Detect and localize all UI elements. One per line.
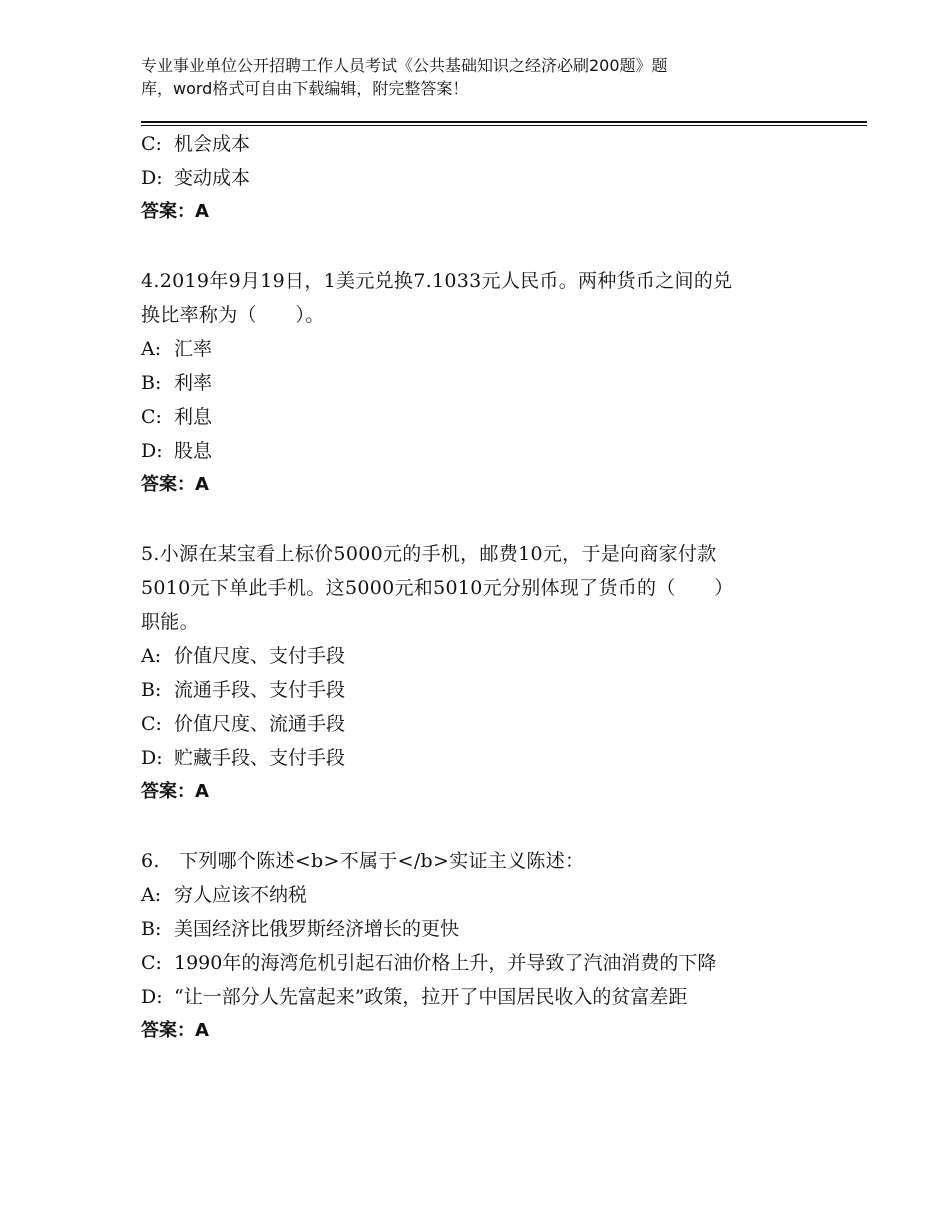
option-text: 变动成本	[174, 167, 251, 189]
option-b	[141, 366, 831, 400]
option-key: B:	[141, 679, 162, 701]
question-3-tail	[141, 127, 831, 229]
option-a	[141, 639, 831, 673]
option-text: 流通手段、支付手段	[174, 679, 346, 701]
option-key: D:	[141, 440, 163, 462]
option-key: C:	[141, 406, 162, 428]
header-rule-thick	[141, 121, 867, 123]
option-c	[141, 127, 831, 161]
option-key: A:	[141, 884, 162, 906]
option-a	[141, 878, 831, 912]
option-text: 利息	[174, 406, 213, 428]
question-4	[141, 264, 831, 502]
option-c	[141, 707, 831, 741]
page-header	[141, 54, 781, 100]
spacer	[141, 809, 831, 844]
option-key: D:	[141, 986, 163, 1008]
option-text: 股息	[174, 440, 213, 462]
option-c	[141, 400, 831, 434]
header-title-line-1: 专业事业单位公开招聘工作人员考试《公共基础知识之经济必刷200题》题	[141, 56, 668, 75]
option-text: 利率	[174, 372, 213, 394]
option-text: 机会成本	[174, 133, 251, 155]
question-stem-line: 4.2019年9月19日，1美元兑换7.1033元人民币。两种货币之间的兑	[141, 270, 733, 292]
option-d	[141, 434, 831, 468]
spacer	[141, 502, 831, 537]
question-6	[141, 844, 831, 1048]
option-text: “让一部分人先富起来”政策，拉开了中国居民收入的贫富差距	[174, 986, 688, 1008]
option-b	[141, 673, 831, 707]
option-text: 汇率	[174, 338, 213, 360]
option-text: 1990年的海湾危机引起石油价格上升，并导致了汽油消费的下降	[174, 952, 717, 974]
option-text: 价值尺度、流通手段	[174, 713, 346, 735]
option-text: 价值尺度、支付手段	[174, 645, 346, 667]
option-d	[141, 161, 831, 195]
option-key: C:	[141, 952, 162, 974]
question-stem-line: 5010元下单此手机。这5000元和5010元分别体现了货币的（ ）	[141, 577, 734, 599]
option-key: D:	[141, 747, 163, 769]
option-text: 贮藏手段、支付手段	[174, 747, 346, 769]
header-rule-thin	[141, 125, 867, 126]
question-content	[141, 127, 831, 1048]
option-key: A:	[141, 645, 162, 667]
option-text: 穷人应该不纳税	[174, 884, 308, 906]
answer-line: 答案：A	[141, 781, 209, 802]
option-key: C:	[141, 713, 162, 735]
header-title-line-2: 库，word格式可自由下载编辑，附完整答案！	[141, 79, 469, 98]
option-key: D:	[141, 167, 163, 189]
option-c	[141, 946, 831, 980]
option-key: A:	[141, 338, 162, 360]
option-d	[141, 980, 831, 1014]
option-a	[141, 332, 831, 366]
question-stem-line: 职能。	[141, 611, 199, 633]
option-b	[141, 912, 831, 946]
answer-line: 答案：A	[141, 1020, 209, 1041]
question-stem-line: 6. 下列哪个陈述<b>不属于</b>实证主义陈述：	[141, 850, 585, 872]
question-5	[141, 537, 831, 809]
option-key: B:	[141, 918, 162, 940]
question-stem-line: 换比率称为（ ）。	[141, 304, 325, 326]
answer-line: 答案：A	[141, 201, 209, 222]
question-stem-line: 5.小源在某宝看上标价5000元的手机，邮费10元，于是向商家付款	[141, 543, 717, 565]
spacer	[141, 229, 831, 264]
answer-line: 答案：A	[141, 474, 209, 495]
option-text: 美国经济比俄罗斯经济增长的更快	[174, 918, 460, 940]
option-key: B:	[141, 372, 162, 394]
option-key: C:	[141, 133, 162, 155]
option-d	[141, 741, 831, 775]
